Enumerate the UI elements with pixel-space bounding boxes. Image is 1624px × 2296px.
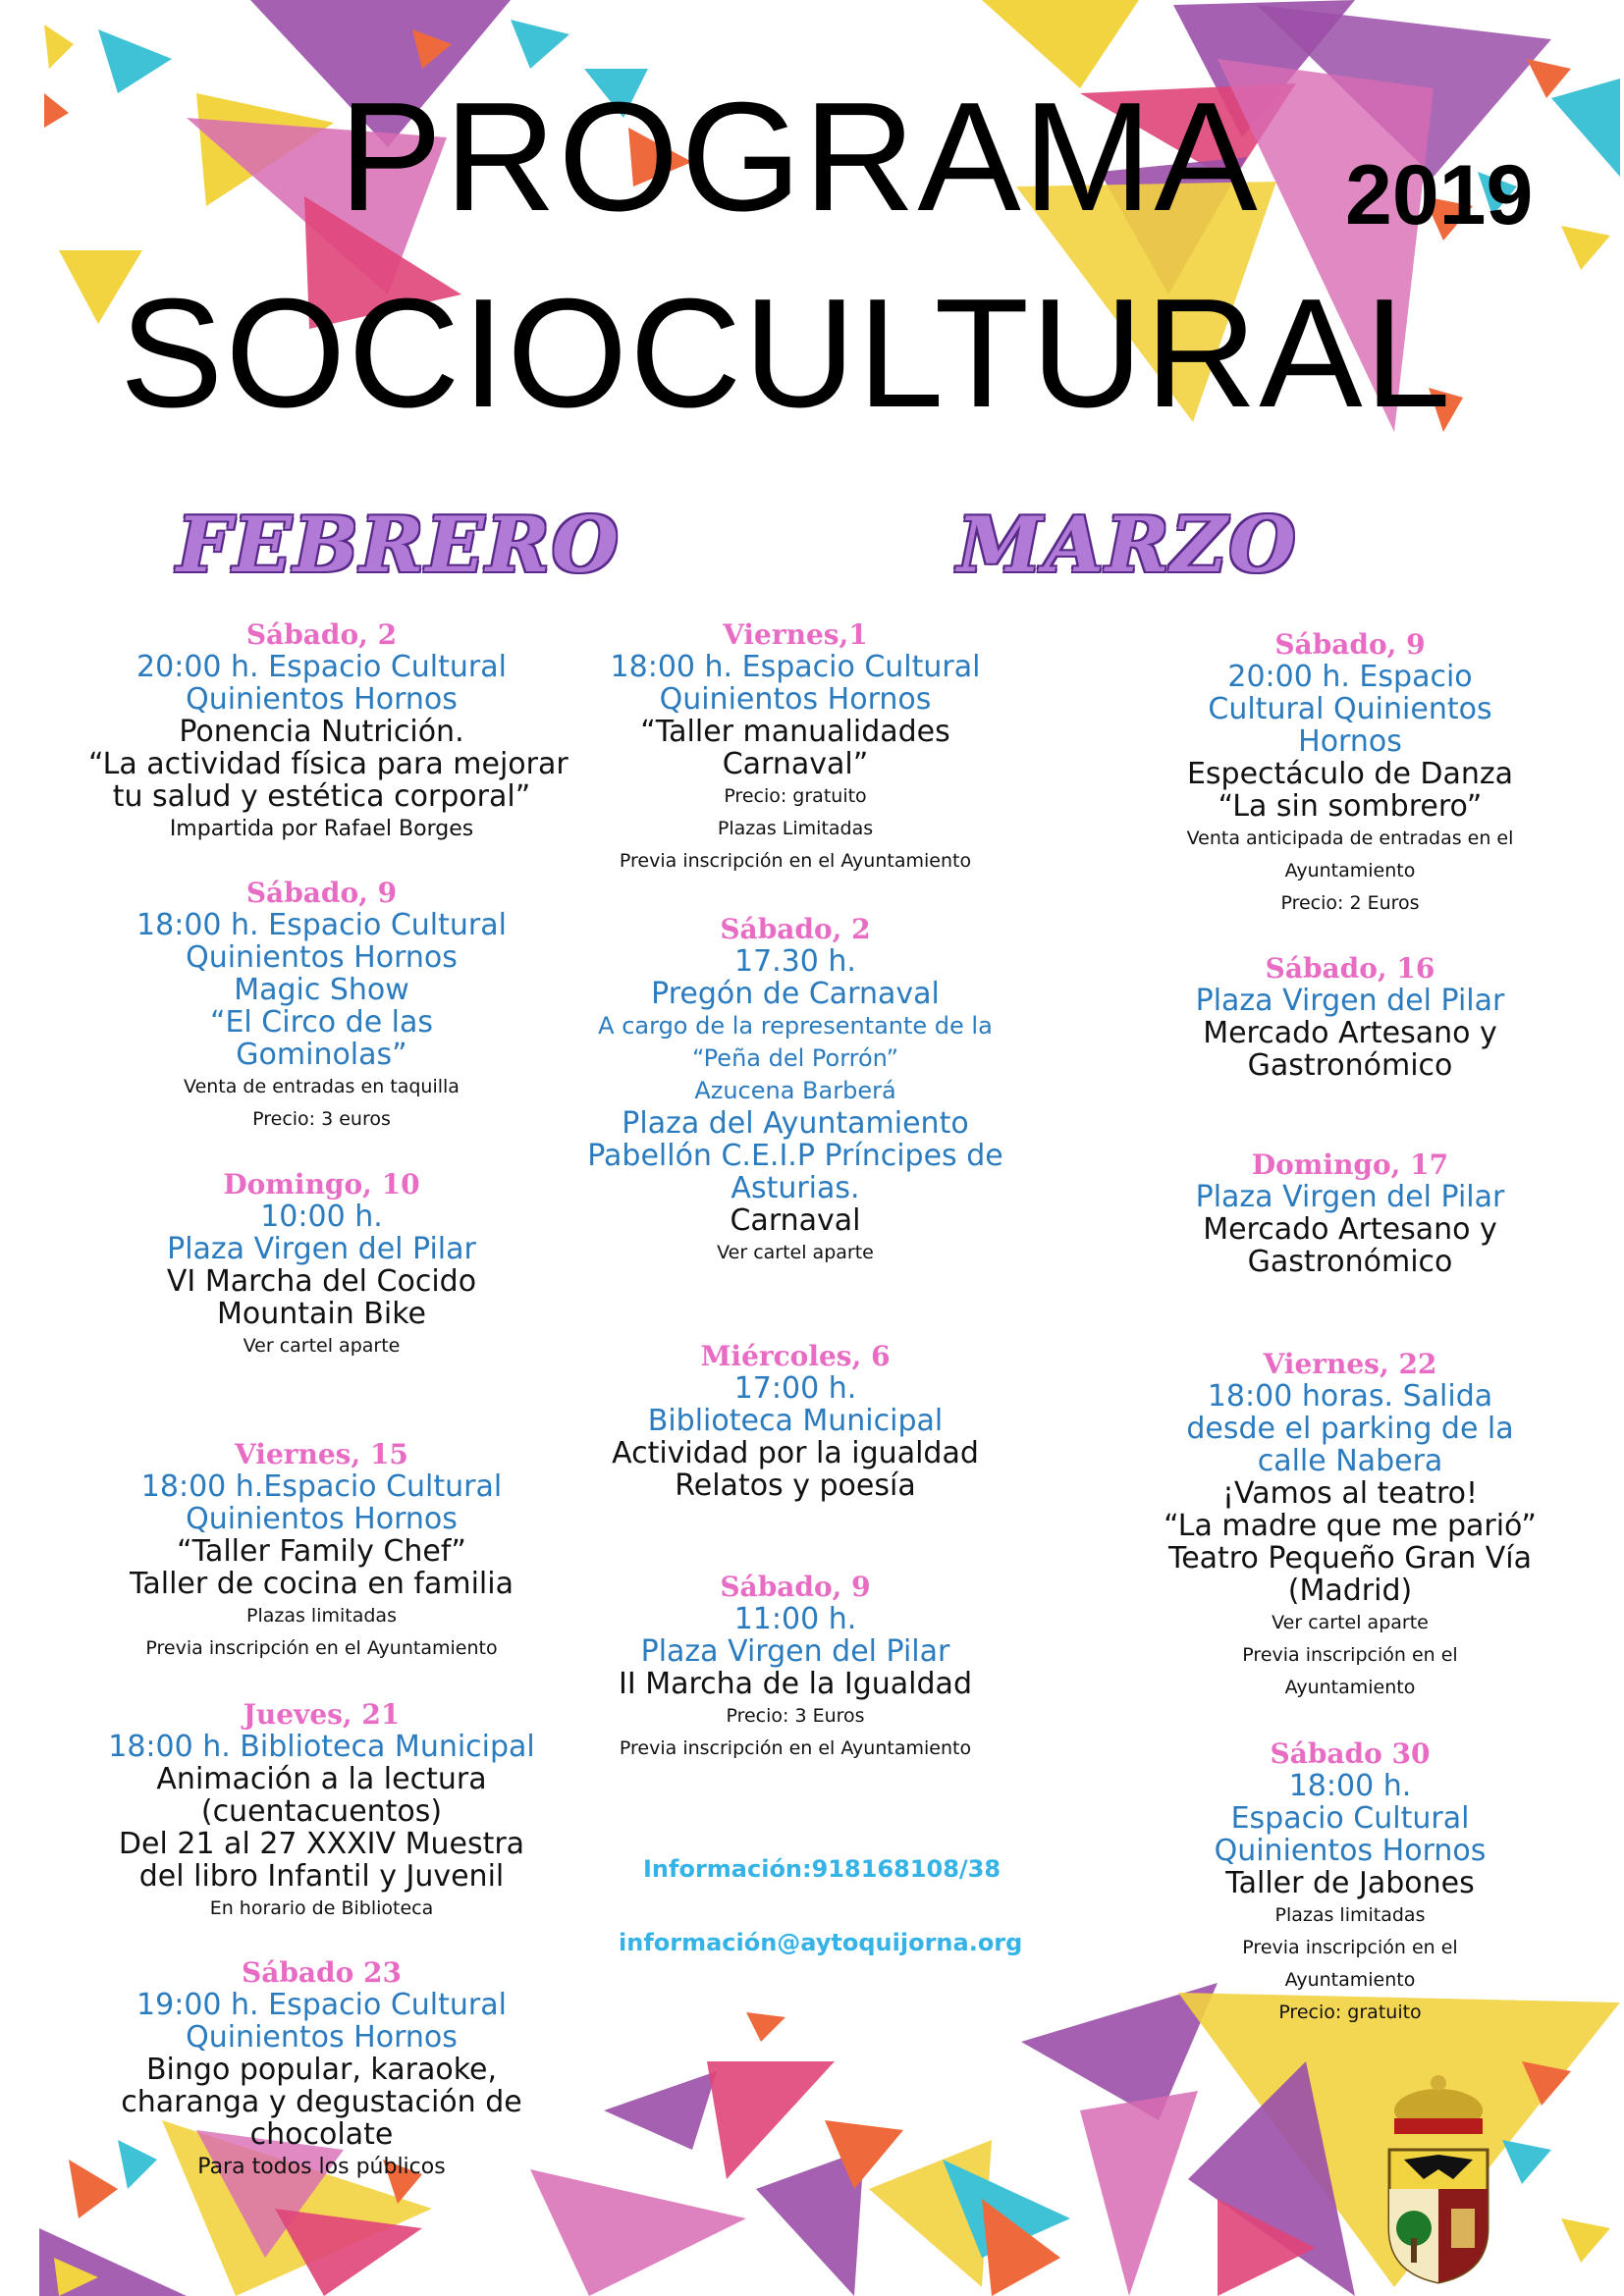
event-venue-line: Quinientos Hornos bbox=[186, 682, 458, 717]
event-venue-line: Plaza Virgen del Pilar bbox=[167, 1232, 476, 1266]
event-note-line: Previa inscripción en el Ayuntamiento bbox=[145, 1637, 498, 1659]
event-entry bbox=[1129, 952, 1571, 1082]
event-date: Sábado, 2 bbox=[245, 618, 398, 651]
event-venue-line: Biblioteca Municipal bbox=[647, 1404, 944, 1438]
triangle-shape bbox=[1561, 226, 1610, 270]
event-title-line: Teatro Pequeño Gran Vía bbox=[1167, 1541, 1533, 1575]
event-venue-line: 20:00 h. Espacio bbox=[1227, 660, 1473, 694]
crown-band bbox=[1394, 2118, 1483, 2134]
event-venue-line: Quinientos Hornos bbox=[186, 2020, 458, 2055]
triangle-shape bbox=[1080, 2091, 1198, 2296]
contact-email[interactable]: información@aytoquijorna.org bbox=[619, 1929, 1023, 1956]
event-venue-line: calle Nabera bbox=[1257, 1444, 1443, 1478]
event-entry bbox=[1129, 1737, 1571, 2029]
event-note-line: Venta anticipada de entradas en el bbox=[1186, 828, 1514, 849]
event-venue-line: Quinientos Hornos bbox=[186, 1502, 458, 1536]
event-title-line: tu salud y estética corporal” bbox=[112, 779, 531, 814]
event-note-line: Plazas limitadas bbox=[246, 1605, 397, 1627]
event-entry bbox=[1129, 1148, 1571, 1278]
event-note-line: Previa inscripción en el Ayuntamiento bbox=[619, 850, 972, 872]
event-note-line: Precio: gratuito bbox=[1278, 2002, 1422, 2023]
castle-icon bbox=[1451, 2209, 1475, 2248]
crown-jewel bbox=[1431, 2075, 1446, 2091]
month-heading-march: MARZO bbox=[957, 501, 1298, 590]
event-venue-line: Plaza Virgen del Pilar bbox=[1195, 1180, 1505, 1214]
event-note-line: Ver cartel aparte bbox=[243, 1335, 401, 1357]
event-venue-line: Cultural Quinientos bbox=[1208, 692, 1492, 726]
event-title-line: chocolate bbox=[249, 2117, 394, 2152]
event-venue-line: desde el parking de la bbox=[1186, 1412, 1514, 1446]
event-date: Domingo, 17 bbox=[1251, 1148, 1449, 1181]
event-note-line: En horario de Biblioteca bbox=[209, 1897, 434, 1919]
event-venue-line: 19:00 h. Espacio Cultural bbox=[136, 1988, 507, 2022]
event-title-line: “La madre que me parió” bbox=[1164, 1509, 1537, 1543]
event-venue-line: Gominolas” bbox=[236, 1038, 407, 1072]
event-entry bbox=[579, 1571, 1011, 1765]
event-entry bbox=[88, 1438, 555, 1665]
event-venue-line: 18:00 h. Biblioteca Municipal bbox=[108, 1730, 535, 1764]
event-entry bbox=[88, 877, 555, 1136]
triangle-shape bbox=[707, 2061, 835, 2179]
event-venue-line: Azucena Barberá bbox=[694, 1077, 896, 1104]
event-date: Sábado, 16 bbox=[1265, 952, 1435, 985]
event-date: Viernes, 22 bbox=[1263, 1348, 1437, 1380]
event-entry bbox=[579, 913, 1011, 1269]
page-title-line2: SOCIOCULTURAL bbox=[120, 267, 1453, 440]
event-date: Viernes,1 bbox=[723, 618, 868, 651]
triangle-shape bbox=[44, 25, 74, 69]
year-label: 2019 bbox=[1345, 148, 1534, 242]
event-title-line: Taller de Jabones bbox=[1225, 1866, 1475, 1900]
event-title-line: Gastronómico bbox=[1247, 1245, 1453, 1279]
event-venue-line: Magic Show bbox=[234, 973, 409, 1007]
event-note-line: Para todos los públicos bbox=[197, 2155, 446, 2179]
event-title-line: Bingo popular, karaoke, bbox=[145, 2053, 498, 2087]
event-title-line: Animación a la lectura bbox=[156, 1762, 487, 1796]
triangle-shape bbox=[1527, 59, 1571, 98]
event-date: Domingo, 10 bbox=[223, 1168, 420, 1201]
event-title-line: ¡Vamos al teatro! bbox=[1221, 1476, 1479, 1511]
event-note-line: Precio: gratuito bbox=[724, 785, 867, 807]
event-title-line: Mercado Artesano y bbox=[1203, 1212, 1497, 1247]
event-venue-line: 18:00 h. bbox=[1288, 1769, 1412, 1803]
event-title-line: “Taller manualidades bbox=[640, 715, 950, 749]
event-venue-line: Quinientos Hornos bbox=[1214, 1834, 1487, 1868]
event-date: Sábado 30 bbox=[1270, 1737, 1431, 1770]
event-title-line: charanga y degustación de bbox=[121, 2085, 522, 2119]
event-title-line: Carnaval bbox=[730, 1203, 861, 1238]
event-title-line: Gastronómico bbox=[1247, 1048, 1453, 1083]
triangle-shape bbox=[530, 2169, 746, 2296]
event-note-line: Ver cartel aparte bbox=[717, 1242, 874, 1263]
triangle-shape bbox=[1502, 2140, 1551, 2184]
triangle-shape bbox=[1551, 79, 1620, 177]
month-heading-february: FEBRERO bbox=[177, 501, 621, 590]
event-title-line: Espectáculo de Danza bbox=[1186, 757, 1514, 791]
event-title-line: Actividad por la igualdad bbox=[612, 1436, 979, 1470]
event-venue-line: 18:00 h.Espacio Cultural bbox=[140, 1469, 503, 1504]
event-entry bbox=[579, 618, 1011, 878]
event-entry bbox=[88, 1956, 555, 2183]
event-title-line: Carnaval” bbox=[722, 747, 869, 781]
event-entry bbox=[1129, 628, 1571, 920]
event-entry bbox=[1129, 1348, 1571, 1704]
event-venue-line: Pregón de Carnaval bbox=[651, 977, 940, 1011]
event-note-line: Precio: 2 Euros bbox=[1280, 892, 1420, 914]
event-note-line: Previa inscripción en el Ayuntamiento bbox=[619, 1737, 972, 1759]
event-entry bbox=[579, 1340, 1011, 1502]
event-title-line: Relatos y poesía bbox=[675, 1468, 916, 1503]
event-date: Viernes, 15 bbox=[235, 1438, 408, 1470]
event-venue-line: Espacio Cultural bbox=[1230, 1801, 1470, 1836]
triangle-shape bbox=[1561, 2218, 1610, 2263]
event-title-line: del libro Infantil y Juvenil bbox=[138, 1859, 505, 1894]
tree-trunk bbox=[1411, 2238, 1417, 2263]
event-venue-line: Quinientos Hornos bbox=[659, 682, 932, 717]
contact-phone: Información:918168108/38 bbox=[643, 1855, 1001, 1883]
event-venue-line: “El Circo de las bbox=[209, 1005, 434, 1040]
event-venue-line: 18:00 h. Espacio Cultural bbox=[610, 650, 981, 684]
event-title-line: VI Marcha del Cocido bbox=[166, 1264, 477, 1299]
event-note-line: Impartida por Rafael Borges bbox=[169, 817, 474, 841]
event-entry bbox=[88, 618, 568, 845]
event-venue-line: 20:00 h. Espacio Cultural bbox=[136, 650, 507, 684]
event-venue-line: 17:00 h. bbox=[733, 1371, 857, 1406]
event-note-line: Venta de entradas en taquilla bbox=[184, 1076, 460, 1097]
event-title-line: (Madrid) bbox=[1287, 1574, 1413, 1608]
event-date: Miércoles, 6 bbox=[700, 1340, 891, 1372]
triangle-shape bbox=[511, 20, 569, 69]
event-entry bbox=[88, 1698, 555, 1925]
event-title-line: II Marcha de la Igualdad bbox=[619, 1667, 972, 1701]
event-title-line: “La sin sombrero” bbox=[1218, 789, 1483, 824]
event-note-line: Precio: 3 Euros bbox=[726, 1705, 865, 1727]
event-note-line: Precio: 3 euros bbox=[252, 1108, 391, 1130]
triangle-shape bbox=[604, 2071, 717, 2150]
event-title-line: Del 21 al 27 XXXIV Muestra bbox=[118, 1827, 525, 1861]
event-title-line: “Taller Family Chef” bbox=[177, 1534, 466, 1569]
event-date: Sábado, 9 bbox=[720, 1571, 871, 1603]
event-note-line: Ayuntamiento bbox=[1284, 1969, 1416, 1991]
event-date: Sábado 23 bbox=[241, 1956, 403, 1989]
municipal-coat-of-arms bbox=[1384, 2061, 1492, 2287]
event-venue-line: Pabellón C.E.I.P Príncipes de bbox=[587, 1139, 1003, 1173]
event-entry bbox=[88, 1168, 555, 1362]
event-title-line: “La actividad física para mejorar bbox=[88, 747, 568, 781]
event-venue-line: 11:00 h. bbox=[733, 1602, 857, 1636]
event-venue-line: Asturias. bbox=[731, 1171, 860, 1205]
triangle-shape bbox=[44, 93, 69, 128]
event-note-line: Ver cartel aparte bbox=[1272, 1612, 1429, 1633]
event-title-line: Mercado Artesano y bbox=[1203, 1016, 1497, 1050]
event-title-line: (cuentacuentos) bbox=[200, 1794, 443, 1829]
event-date: Sábado, 9 bbox=[245, 877, 398, 909]
page-title-line1: PROGRAMA bbox=[339, 71, 1260, 243]
event-note-line: Previa inscripción en el bbox=[1242, 1937, 1458, 1958]
event-venue-line: 17.30 h. bbox=[734, 944, 856, 979]
event-title-line: Mountain Bike bbox=[217, 1297, 426, 1331]
event-venue-line: 18:00 horas. Salida bbox=[1207, 1379, 1493, 1414]
event-venue-line: 10:00 h. bbox=[260, 1200, 383, 1234]
triangle-shape bbox=[746, 2012, 785, 2042]
event-date: Sábado, 2 bbox=[720, 913, 871, 945]
event-venue-line: “Peña del Porrón” bbox=[691, 1044, 899, 1072]
triangle-shape bbox=[98, 29, 172, 93]
event-venue-line: Plaza del Ayuntamiento bbox=[622, 1106, 969, 1141]
event-note-line: Previa inscripción en el bbox=[1242, 1644, 1458, 1666]
event-note-line: Plazas limitadas bbox=[1274, 1904, 1426, 1926]
event-title-line: Ponencia Nutrición. bbox=[179, 715, 464, 749]
event-date: Sábado, 9 bbox=[1274, 628, 1426, 661]
event-venue-line: Hornos bbox=[1298, 724, 1402, 759]
event-title-line: Taller de cocina en familia bbox=[130, 1567, 514, 1601]
event-note-line: Ayuntamiento bbox=[1284, 860, 1416, 881]
event-note-line: Plazas Limitadas bbox=[717, 818, 874, 839]
event-venue-line: Plaza Virgen del Pilar bbox=[640, 1634, 950, 1669]
event-venue-line: A cargo de la representante de la bbox=[598, 1012, 993, 1040]
event-venue-line: Quinientos Hornos bbox=[186, 940, 458, 975]
event-venue-line: 18:00 h. Espacio Cultural bbox=[136, 908, 507, 942]
event-venue-line: Plaza Virgen del Pilar bbox=[1195, 984, 1505, 1018]
event-note-line: Ayuntamiento bbox=[1284, 1677, 1416, 1698]
event-date: Jueves, 21 bbox=[243, 1698, 401, 1731]
